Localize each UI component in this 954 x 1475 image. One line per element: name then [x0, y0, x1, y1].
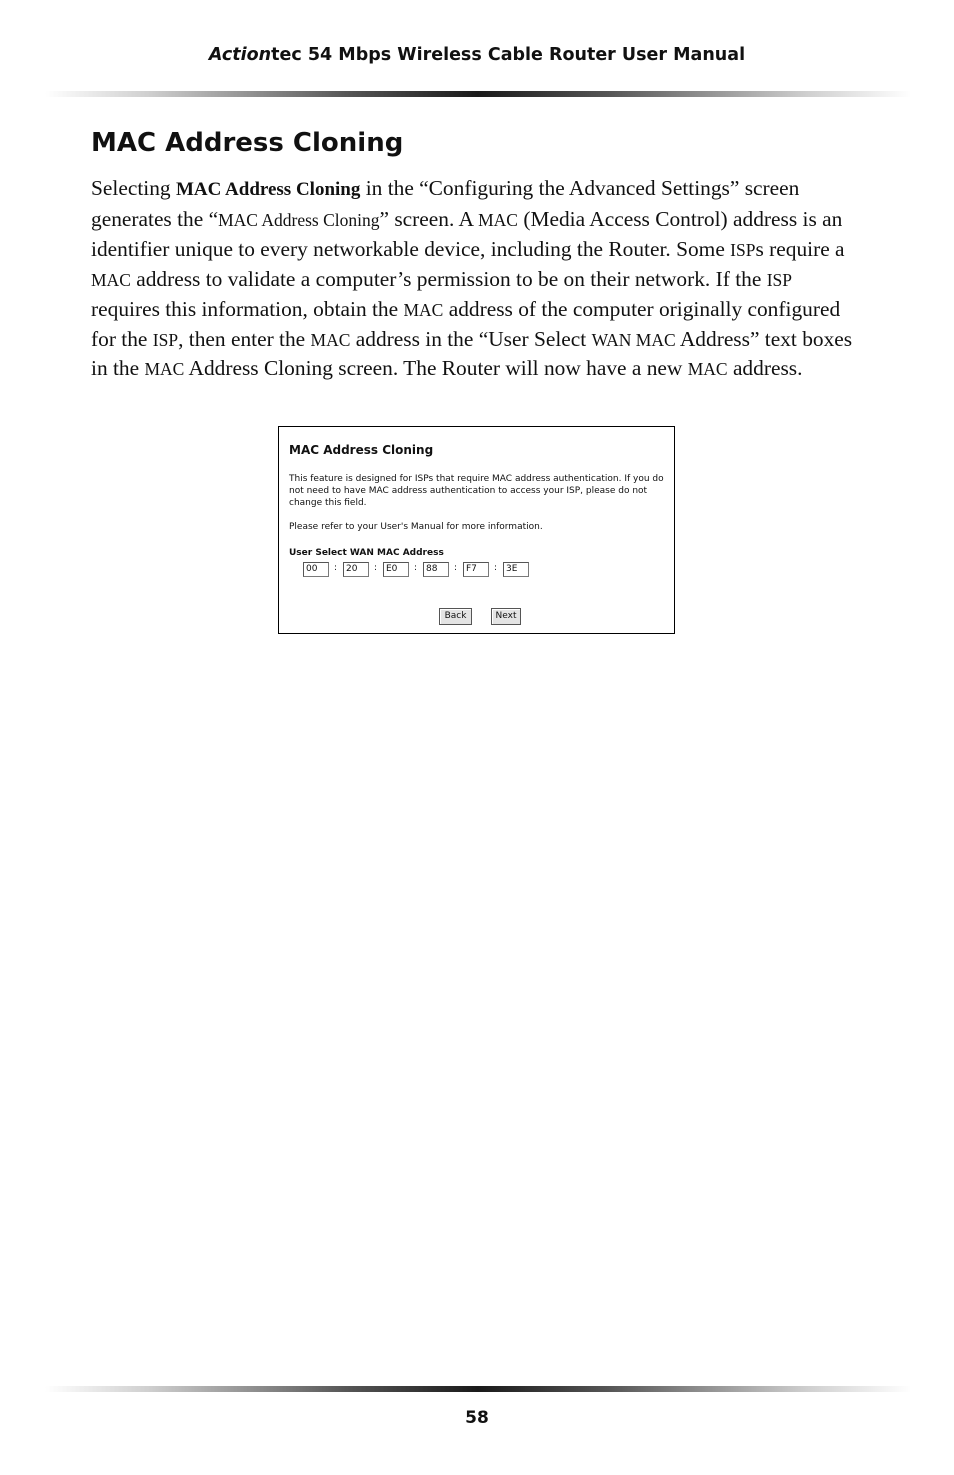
header-rule	[45, 91, 911, 97]
text-run: ” screen. A	[379, 206, 479, 231]
mac-cloning-screenshot	[278, 426, 675, 634]
mac-separator: :	[414, 563, 418, 573]
back-button[interactable]: Back	[439, 608, 472, 625]
wan-mac-label: User Select WAN MAC Address	[289, 548, 444, 558]
text-run-smallcaps: MAC	[687, 359, 728, 380]
next-button[interactable]: Next	[491, 608, 521, 625]
header-brand: Action	[208, 45, 272, 65]
mac-octet-5-input[interactable]: F7	[463, 562, 489, 577]
text-run: s require a	[755, 236, 845, 261]
text-run: address to validate a computer’s permission to be on their network. If the	[130, 266, 767, 291]
text-run-smallcaps: WAN MAC	[591, 329, 676, 350]
mac-octet-3-input[interactable]: E0	[383, 562, 409, 577]
mac-octet-1-input[interactable]: 00	[303, 562, 329, 577]
body-paragraph	[91, 174, 866, 384]
text-run-smallcaps: MAC	[478, 209, 518, 230]
text-run-smallcaps: MAC	[310, 329, 351, 350]
footer-rule	[45, 1386, 911, 1392]
text-run-smallcaps: MAC	[403, 299, 444, 320]
text-run: address in the “User Select	[350, 326, 592, 351]
mac-separator: :	[454, 563, 458, 573]
text-run: in the “Configuring the Advanced Settings” screen generates the “	[91, 176, 800, 231]
mac-octet-6-input[interactable]: 3E	[503, 562, 529, 577]
text-run-smallcaps: ISP	[152, 329, 179, 350]
running-header	[0, 45, 954, 65]
text-run-bold: MAC Address Cloning	[175, 179, 361, 200]
text-run-smallcaps: MAC Address Cloning	[218, 209, 380, 230]
text-run: requires this information, obtain the	[91, 296, 404, 321]
mac-octet-2-input[interactable]: 20	[343, 562, 369, 577]
header-title: tec 54 Mbps Wireless Cable Router User Manual	[271, 45, 746, 65]
text-run-smallcaps: MAC	[91, 269, 131, 290]
screenshot-description: This feature is designed for ISPs that require MAC address authentication. If you do not need to have MAC address authentication to access your ISP, please do not change this field.	[289, 474, 664, 508]
text-run: Address” text boxes in the	[91, 326, 853, 381]
mac-separator: :	[334, 563, 338, 573]
text-run-smallcaps: ISP	[766, 269, 792, 290]
page-number: 58	[465, 1408, 489, 1428]
text-run: (Media Access Control) address is an identifier unique to every networkable device, including the Router. Some	[91, 206, 843, 261]
mac-octet-4-input[interactable]: 88	[423, 562, 449, 577]
text-run: , then enter the	[178, 326, 311, 351]
text-run: Address Cloning screen. The Router will now have a new	[184, 356, 688, 381]
text-run: Selecting	[91, 176, 176, 200]
mac-separator: :	[374, 563, 378, 573]
screenshot-title: MAC Address Cloning	[289, 443, 434, 457]
text-run: address.	[727, 356, 803, 381]
section-title: MAC Address Cloning	[91, 128, 404, 158]
text-run-smallcaps: ISP	[730, 239, 756, 260]
mac-separator: :	[494, 563, 498, 573]
text-run-smallcaps: MAC	[144, 359, 185, 380]
screenshot-reference: Please refer to your User's Manual for more information.	[289, 522, 543, 532]
text-run: address of the computer originally configured for the	[91, 296, 841, 351]
